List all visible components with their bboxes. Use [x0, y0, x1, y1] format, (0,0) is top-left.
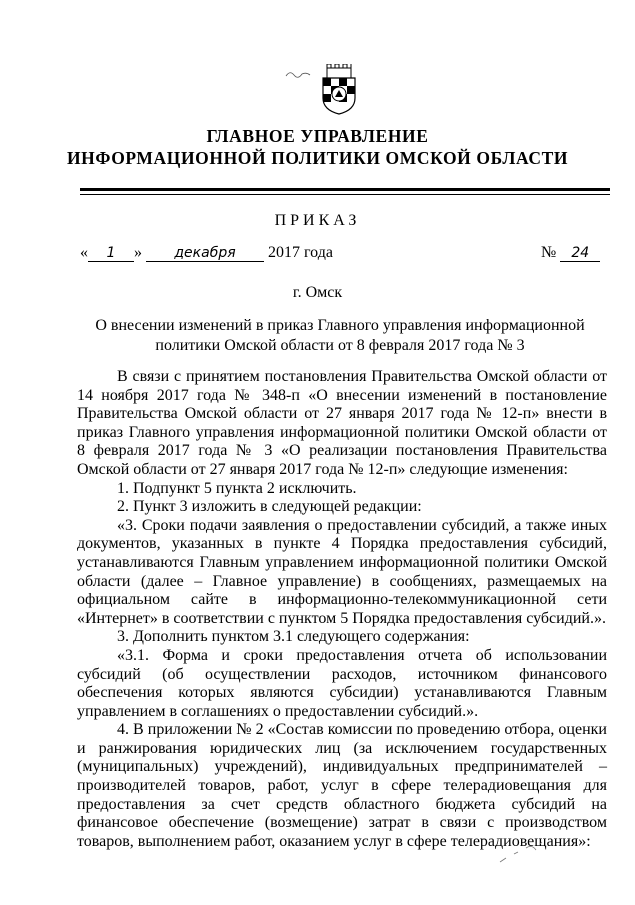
- order-subject: О внесении изменений в приказ Главного управления информационной политики Омской области от 8 февраля 2017 года № 3: [95, 317, 585, 354]
- omsk-coat-of-arms-icon: [321, 64, 357, 116]
- number-value: 24: [560, 245, 600, 262]
- paragraph-item-4: 4. В приложении № 2 «Состав комиссии по проведению отбора, оценки и ранжирования юридических лиц (за исключением государственных (муниципальных) учреждений), индивидуальных предпринимателей – производителей товаров, работ, услуг в сфере телерадиовещания для предоставления за счет средств областного бюджета субсидий на финансовое обеспечение (возмещение) затрат в связи с производством товаров, выполнением работ, оказанием услуг в сфере телерадиовещания»:: [77, 721, 607, 850]
- paragraph-item-2-text: «3. Сроки подачи заявления о предоставлении субсидий, а также иных документов, указанных в пункте 4 Порядка предоставления субсидий, устанавливаются Главным управлением информационной политики Омской области (далее – Главное управление) в сообщениях, размещаемых на официальном сайте в информационно-телекоммуникационной сети «Интернет» в соответствии с пунктом 5 Порядка предоставления субсидий.».: [77, 516, 607, 627]
- paragraph-item-1: 1. Подпункт 5 пункта 2 исключить.: [117, 479, 357, 497]
- date-year: 2017 года: [268, 244, 333, 261]
- header-divider-thin: [80, 194, 610, 195]
- organization-name-line2: ИНФОРМАЦИОННОЙ ПОЛИТИКИ ОМСКОЙ ОБЛАСТИ: [66, 148, 569, 168]
- paragraph-item-2: 2. Пункт 3 изложить в следующей редакции:: [117, 498, 422, 516]
- header-divider-thick: [80, 188, 610, 191]
- date-quote-close: »: [134, 244, 142, 261]
- date-month: декабря: [146, 245, 264, 262]
- date-day: 1: [88, 245, 134, 262]
- paragraph-preamble: В связи с принятием постановления Правительства Омской области от 14 ноября 2017 года № 348-п «О внесении изменений в постановление Правительства Омской области от 27 января 2017 года № 12-п» внести в приказ Главного управления информационной политики Омской области от 8 февраля 2017 года № 3 «О реализации постановления Правительства Омской области от 27 января 2017 года № 12-п» следующие изменения:: [77, 368, 607, 478]
- order-body: [77, 368, 607, 851]
- number-label: №: [541, 244, 557, 261]
- paragraph-item-3-text: «3.1. Форма и сроки предоставления отчета об использовании субсидий (об осуществлении расходов, источником финансового обеспечения которых являются субсидии) устанавливаются Главным управлением в соглашениях о предоставлении субсидий.».: [77, 646, 607, 720]
- pen-mark-icon: [496, 840, 546, 866]
- order-date: [80, 244, 333, 262]
- paragraph-item-3: 3. Дополнить пунктом 3.1 следующего содержания:: [117, 628, 470, 646]
- handwritten-mark-icon: [284, 68, 312, 80]
- date-quote-open: «: [80, 244, 88, 261]
- organization-name-line1: ГЛАВНОЕ УПРАВЛЕНИЕ: [206, 126, 429, 146]
- document-type: ПРИКАЗ: [274, 212, 361, 229]
- city: г. Омск: [292, 284, 343, 301]
- order-number: [541, 244, 600, 262]
